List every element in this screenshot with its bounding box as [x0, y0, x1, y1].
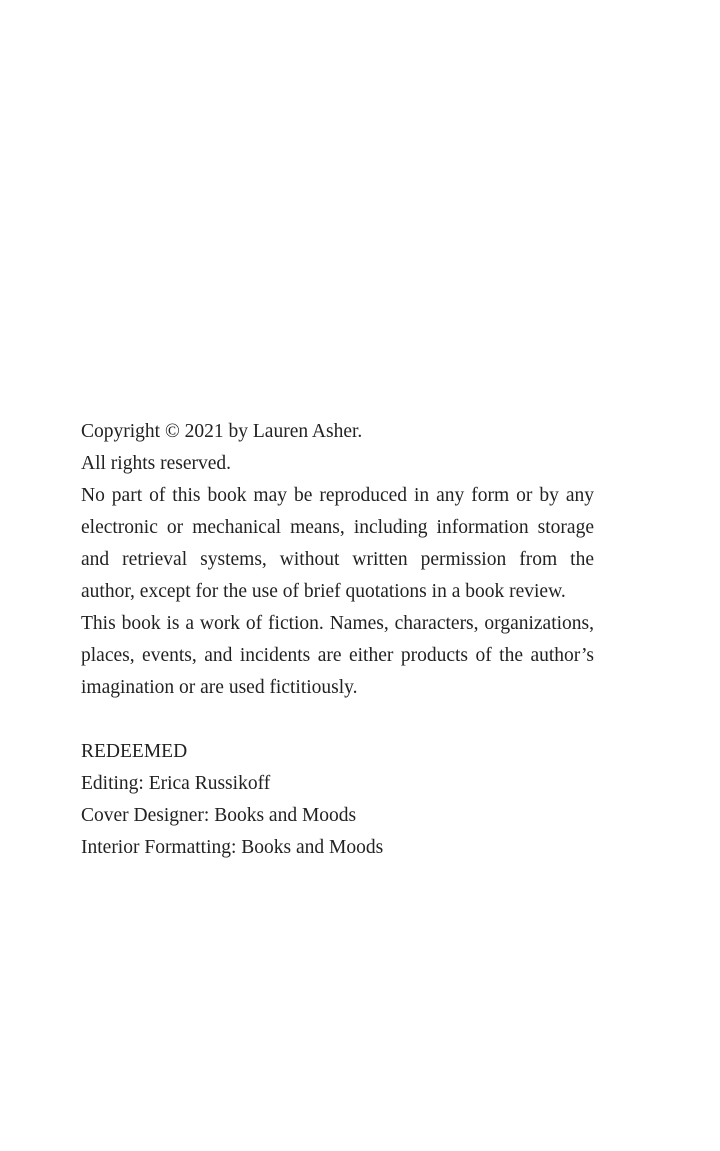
interior-formatting-credit: Interior Formatting: Books and Moods: [81, 837, 384, 858]
section-spacer: [81, 704, 594, 736]
rights-reserved: All rights reserved.: [81, 453, 232, 474]
copyright-block: [81, 416, 594, 864]
editing-credit: Editing: Erica Russikoff: [81, 773, 271, 794]
fiction-disclaimer-paragraph: This book is a work of fiction. Names, characters, organizations, places, events, and incidents are either products of the author’s imagination or are used fictitiously.: [81, 613, 594, 698]
reproduction-paragraph: No part of this book may be reproduced in any form or by any electronic or mechanical means, including information storage and retrieval systems, without written permission from the author, except for the use of brief quotations in a book review.: [81, 485, 594, 602]
cover-designer-credit: Cover Designer: Books and Moods: [81, 805, 357, 826]
copyright-notice: Copyright © 2021 by Lauren Asher.: [81, 421, 363, 442]
book-title: REDEEMED: [81, 741, 188, 762]
